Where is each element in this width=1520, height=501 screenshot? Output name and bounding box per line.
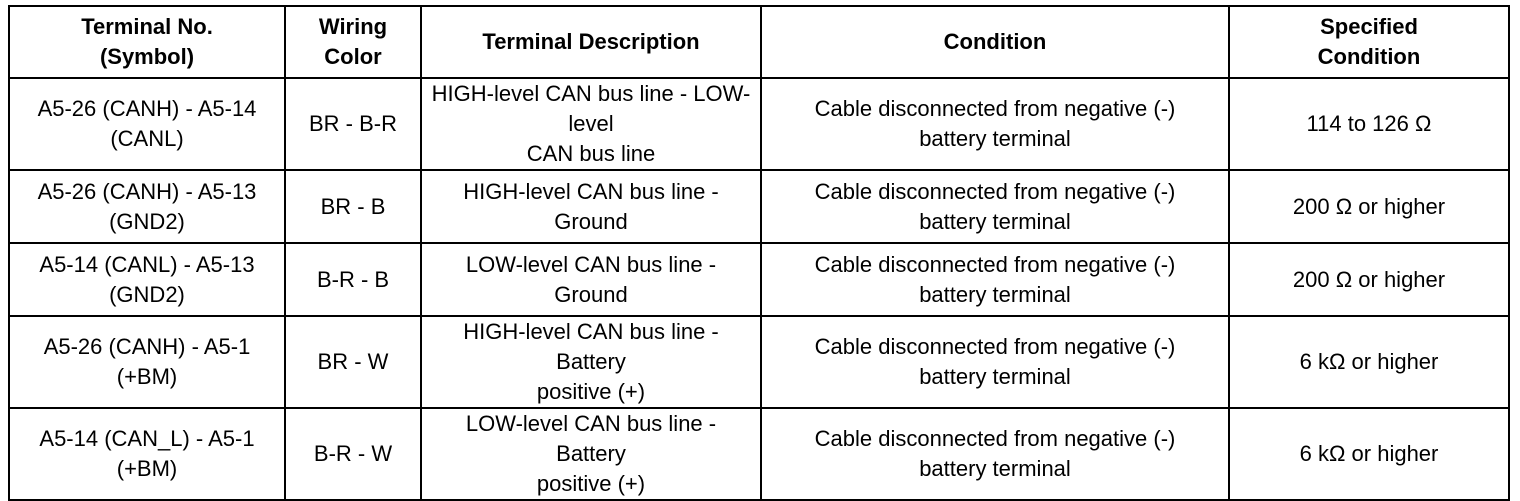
header-condition [761,6,1229,78]
header-wiring-color [285,6,421,78]
cell-description [421,316,761,408]
cell-text: A5-14 (CANL) - A5-13 [39,251,255,277]
table-row [9,243,1509,316]
cell-text: battery terminal [919,456,1071,481]
cell-condition [761,408,1229,500]
cell-condition [761,170,1229,243]
cell-description [421,408,761,500]
cell-text: LOW-level CAN bus line - Ground [465,251,717,307]
cell-terminal [9,408,285,500]
cell-specified [1229,316,1509,408]
cell-terminal [9,243,285,316]
cell-description [421,243,761,316]
cell-text: Cable disconnected from negative (-) [814,334,1176,359]
cell-text: Cable disconnected from negative (-) [814,178,1176,204]
cell-text: (GND2) [109,281,185,307]
cell-description [421,78,761,170]
cell-text: BR - B [320,193,386,219]
cell-text: (+BM) [116,364,178,389]
cell-specified [1229,243,1509,316]
cell-text: battery terminal [919,208,1071,234]
cell-text: Cable disconnected from negative (-) [814,96,1176,121]
cell-text: battery terminal [919,126,1071,151]
table-row [9,316,1509,408]
cell-text: A5-14 (CAN_L) - A5-1 [39,426,255,451]
header-text: Terminal Description [482,29,700,54]
terminal-table-container [8,5,1508,496]
header-text: Condition [943,29,1047,54]
cell-specified [1229,170,1509,243]
cell-text: (+BM) [116,456,178,481]
cell-terminal [9,170,285,243]
header-text: Wiring [318,14,388,39]
table-row [9,78,1509,170]
cell-text: LOW-level CAN bus line - Battery [465,411,717,466]
header-text: Specified [1320,14,1418,39]
cell-text: BR - W [317,349,389,374]
cell-wiring [285,316,421,408]
cell-text: 200 Ω or higher [1292,266,1446,292]
cell-terminal [9,78,285,170]
cell-text: 6 kΩ or higher [1299,441,1439,466]
cell-wiring [285,170,421,243]
cell-text: HIGH-level CAN bus line - LOW-level [431,81,751,136]
cell-text: CAN bus line [526,141,656,166]
cell-text: A5-26 (CANH) - A5-1 [43,334,251,359]
cell-text: 114 to 126 Ω [1306,111,1432,136]
table-row [9,170,1509,243]
cell-text: HIGH-level CAN bus line - Ground [463,178,719,234]
cell-condition [761,316,1229,408]
cell-condition [761,243,1229,316]
cell-specified [1229,78,1509,170]
cell-text: (CANL) [110,126,184,151]
cell-specified [1229,408,1509,500]
cell-text: Cable disconnected from negative (-) [814,251,1176,277]
header-text: Color [324,44,382,69]
header-text: Terminal No. [81,14,213,39]
cell-description [421,170,761,243]
cell-text: battery terminal [919,281,1071,307]
cell-text: A5-26 (CANH) - A5-14 [37,96,257,121]
cell-wiring [285,243,421,316]
cell-text: HIGH-level CAN bus line - Battery [463,319,719,374]
cell-text: A5-26 (CANH) - A5-13 [37,178,257,204]
cell-text: 6 kΩ or higher [1299,349,1439,374]
cell-text: B-R - B [316,266,390,292]
cell-condition [761,78,1229,170]
header-specified-condition [1229,6,1509,78]
cell-text: battery terminal [919,364,1071,389]
cell-text: BR - B-R [309,111,397,136]
cell-wiring [285,78,421,170]
cell-text: (GND2) [109,208,185,234]
table-row [9,408,1509,500]
cell-text: positive (+) [536,379,646,404]
cell-wiring [285,408,421,500]
cell-text: positive (+) [536,471,646,496]
header-text: Condition [1317,44,1421,69]
terminal-resistance-table [8,5,1510,501]
cell-text: B-R - W [313,441,393,466]
cell-text: Cable disconnected from negative (-) [814,426,1176,451]
cell-text: 200 Ω or higher [1292,193,1446,219]
header-text: (Symbol) [99,44,195,69]
header-terminal-description [421,6,761,78]
cell-terminal [9,316,285,408]
header-terminal-no [9,6,285,78]
header-row [9,6,1509,78]
